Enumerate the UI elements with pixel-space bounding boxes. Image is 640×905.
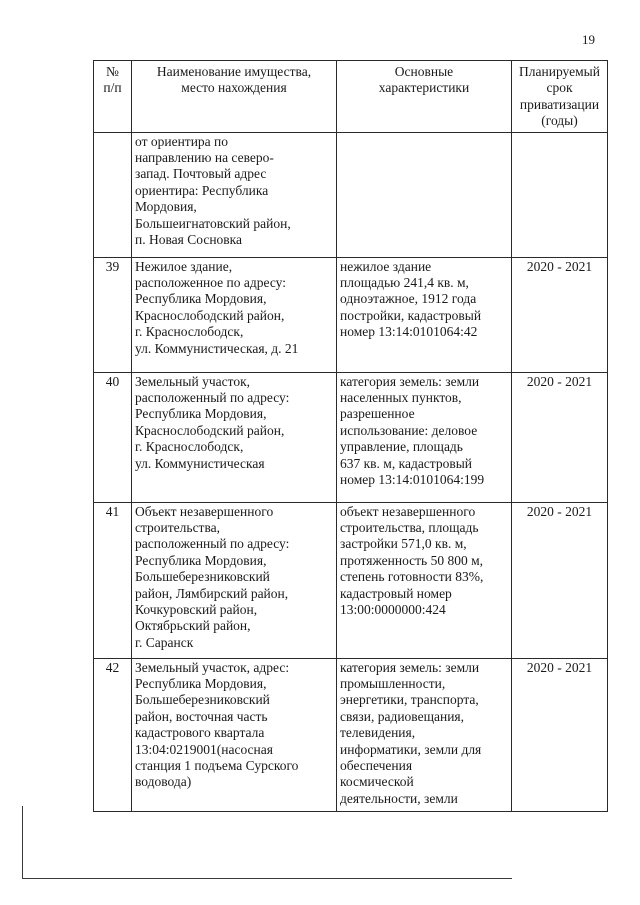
characteristics-line: нежилое здание [340,258,432,274]
characteristics-line: номер 13:14:0101064:42 [340,324,478,340]
property-name-line: Нежилое здание, [135,258,233,274]
property-name-cell [132,658,337,811]
characteristics-cell [337,658,512,811]
row-number-cell [94,132,132,257]
property-name-line: ориентира: Республика [135,182,269,198]
characteristics-line: протяженность 50 800 м, [340,552,483,568]
property-name-line: Мордовия, [135,199,197,215]
property-name-line: Большеигнатовский район, [135,215,291,231]
characteristics-line: кадастровый номер [340,585,452,601]
table-body [94,132,608,811]
property-name-line: Республика Мордовия, [135,552,267,568]
property-name-line: расположенный по адресу: [135,390,290,406]
property-name-line: п. Новая Сосновка [135,232,243,248]
property-name-line: Земельный участок, адрес: [135,659,290,675]
characteristics-line: 637 кв. м, кадастровый [340,455,473,471]
privatization-term-cell: 2020 - 2021 [512,502,608,658]
privatization-term-cell [512,132,608,257]
header-name-line: Наименование имущества, [156,64,312,79]
property-name-line: Краснослободский район, [135,307,285,323]
property-name-line: от ориентира по [135,133,229,149]
characteristics-line: использование: деловое [340,422,478,438]
table-header-row [94,61,608,133]
property-name-line: Республика Мордовия, [135,291,267,307]
property-name-line: г. Краснослободск, [135,439,244,455]
property-name-line: район, Лямбирский район, [135,585,289,601]
characteristics-cell [337,372,512,502]
privatization-term-cell: 2020 - 2021 [512,372,608,502]
property-name-line: г. Краснослободск, [135,324,244,340]
characteristics-line: обеспечения [340,758,413,774]
property-name-line: Октябрьский район, [135,618,251,634]
header-characteristics [337,61,512,133]
row-number-cell: 42 [94,658,132,811]
characteristics-line: одноэтажное, 1912 года [340,291,477,307]
characteristics-line: строительства, площадь [340,520,479,536]
property-name-cell [132,257,337,372]
property-name-line: район, восточная часть [135,708,268,724]
header-term-line: (годы) [541,113,578,129]
characteristics-line: степень готовности 83%, [340,569,484,585]
property-name-line: Республика Мордовия, [135,406,267,422]
property-name-line: строительства, [135,520,221,536]
header-term-line: Планируемый [519,64,600,79]
characteristics-cell [337,502,512,658]
header-name [132,61,337,133]
characteristics-cell [337,132,512,257]
header-term-line: срок [546,80,573,96]
margin-rule-vertical [22,806,23,879]
characteristics-line: энергетики, транспорта, [340,692,479,708]
property-name-line: направлению на северо- [135,150,274,166]
property-name-line: водовода) [135,774,192,790]
row-number-cell: 39 [94,257,132,372]
header-num-line: п/п [103,80,122,96]
property-name-line: Краснослободский район, [135,422,285,438]
page-number: 19 [582,32,595,47]
property-name-line: 13:04:0219001(насосная [135,741,273,757]
characteristics-line: объект незавершенного [340,503,476,519]
property-name-line: расположенное по адресу: [135,275,286,291]
table-row [94,502,608,658]
characteristics-line: населенных пунктов, [340,390,462,406]
property-name-cell [132,132,337,257]
characteristics-line: застройки 571,0 кв. м, [340,536,467,552]
characteristics-line: телевидения, [340,725,416,741]
privatization-term-cell: 2020 - 2021 [512,257,608,372]
property-name-line: Кочкуровский район, [135,602,258,618]
characteristics-line: разрешенное [340,406,415,422]
characteristics-cell [337,257,512,372]
property-name-line: г. Саранск [135,634,194,650]
characteristics-line: категория земель: земли [340,373,480,389]
characteristics-line: постройки, кадастровый [340,307,482,323]
property-name-line: ул. Коммунистическая [135,455,265,471]
table-row [94,257,608,372]
property-registry-table [93,60,608,812]
property-name-line: Большеберезниковский [135,692,270,708]
property-name-line: станция 1 подъема Сурского [135,758,299,774]
property-name-cell [132,372,337,502]
property-name-line: кадастрового квартала [135,725,265,741]
property-name-line: Республика Мордовия, [135,676,267,692]
property-name-line: запад. Почтовый адрес [135,166,267,182]
characteristics-line: связи, радиовещания, [340,708,464,724]
property-name-line: расположенный по адресу: [135,536,290,552]
property-name-line: Большеберезниковский [135,569,270,585]
characteristics-line: категория земель: земли [340,659,480,675]
characteristics-line: деятельности, земли [340,790,458,806]
property-name-cell [132,502,337,658]
privatization-term-cell: 2020 - 2021 [512,658,608,811]
header-num [94,61,132,133]
characteristics-line: информатики, земли для [340,741,482,757]
characteristics-line: промышленности, [340,676,446,692]
header-characteristics-line: характеристики [378,80,470,96]
characteristics-line: космической [340,774,414,790]
characteristics-line: 13:00:0000000:424 [340,602,446,618]
characteristics-line: номер 13:14:0101064:199 [340,472,485,488]
property-name-line: Объект незавершенного [135,503,274,519]
table-row [94,132,608,257]
property-name-line: Земельный участок, [135,373,251,389]
header-term [512,61,608,133]
header-name-line: место нахождения [181,80,287,96]
header-characteristics-line: Основные [394,64,454,79]
margin-rule-horizontal [22,878,512,879]
characteristics-line: управление, площадь [340,439,463,455]
row-number-cell: 40 [94,372,132,502]
row-number-cell: 41 [94,502,132,658]
table-row [94,658,608,811]
characteristics-line: площадью 241,4 кв. м, [340,275,469,291]
property-name-line: ул. Коммунистическая, д. 21 [135,340,299,356]
header-term-line: приватизации [519,96,600,112]
header-num-line: № [106,64,119,79]
table-row [94,372,608,502]
